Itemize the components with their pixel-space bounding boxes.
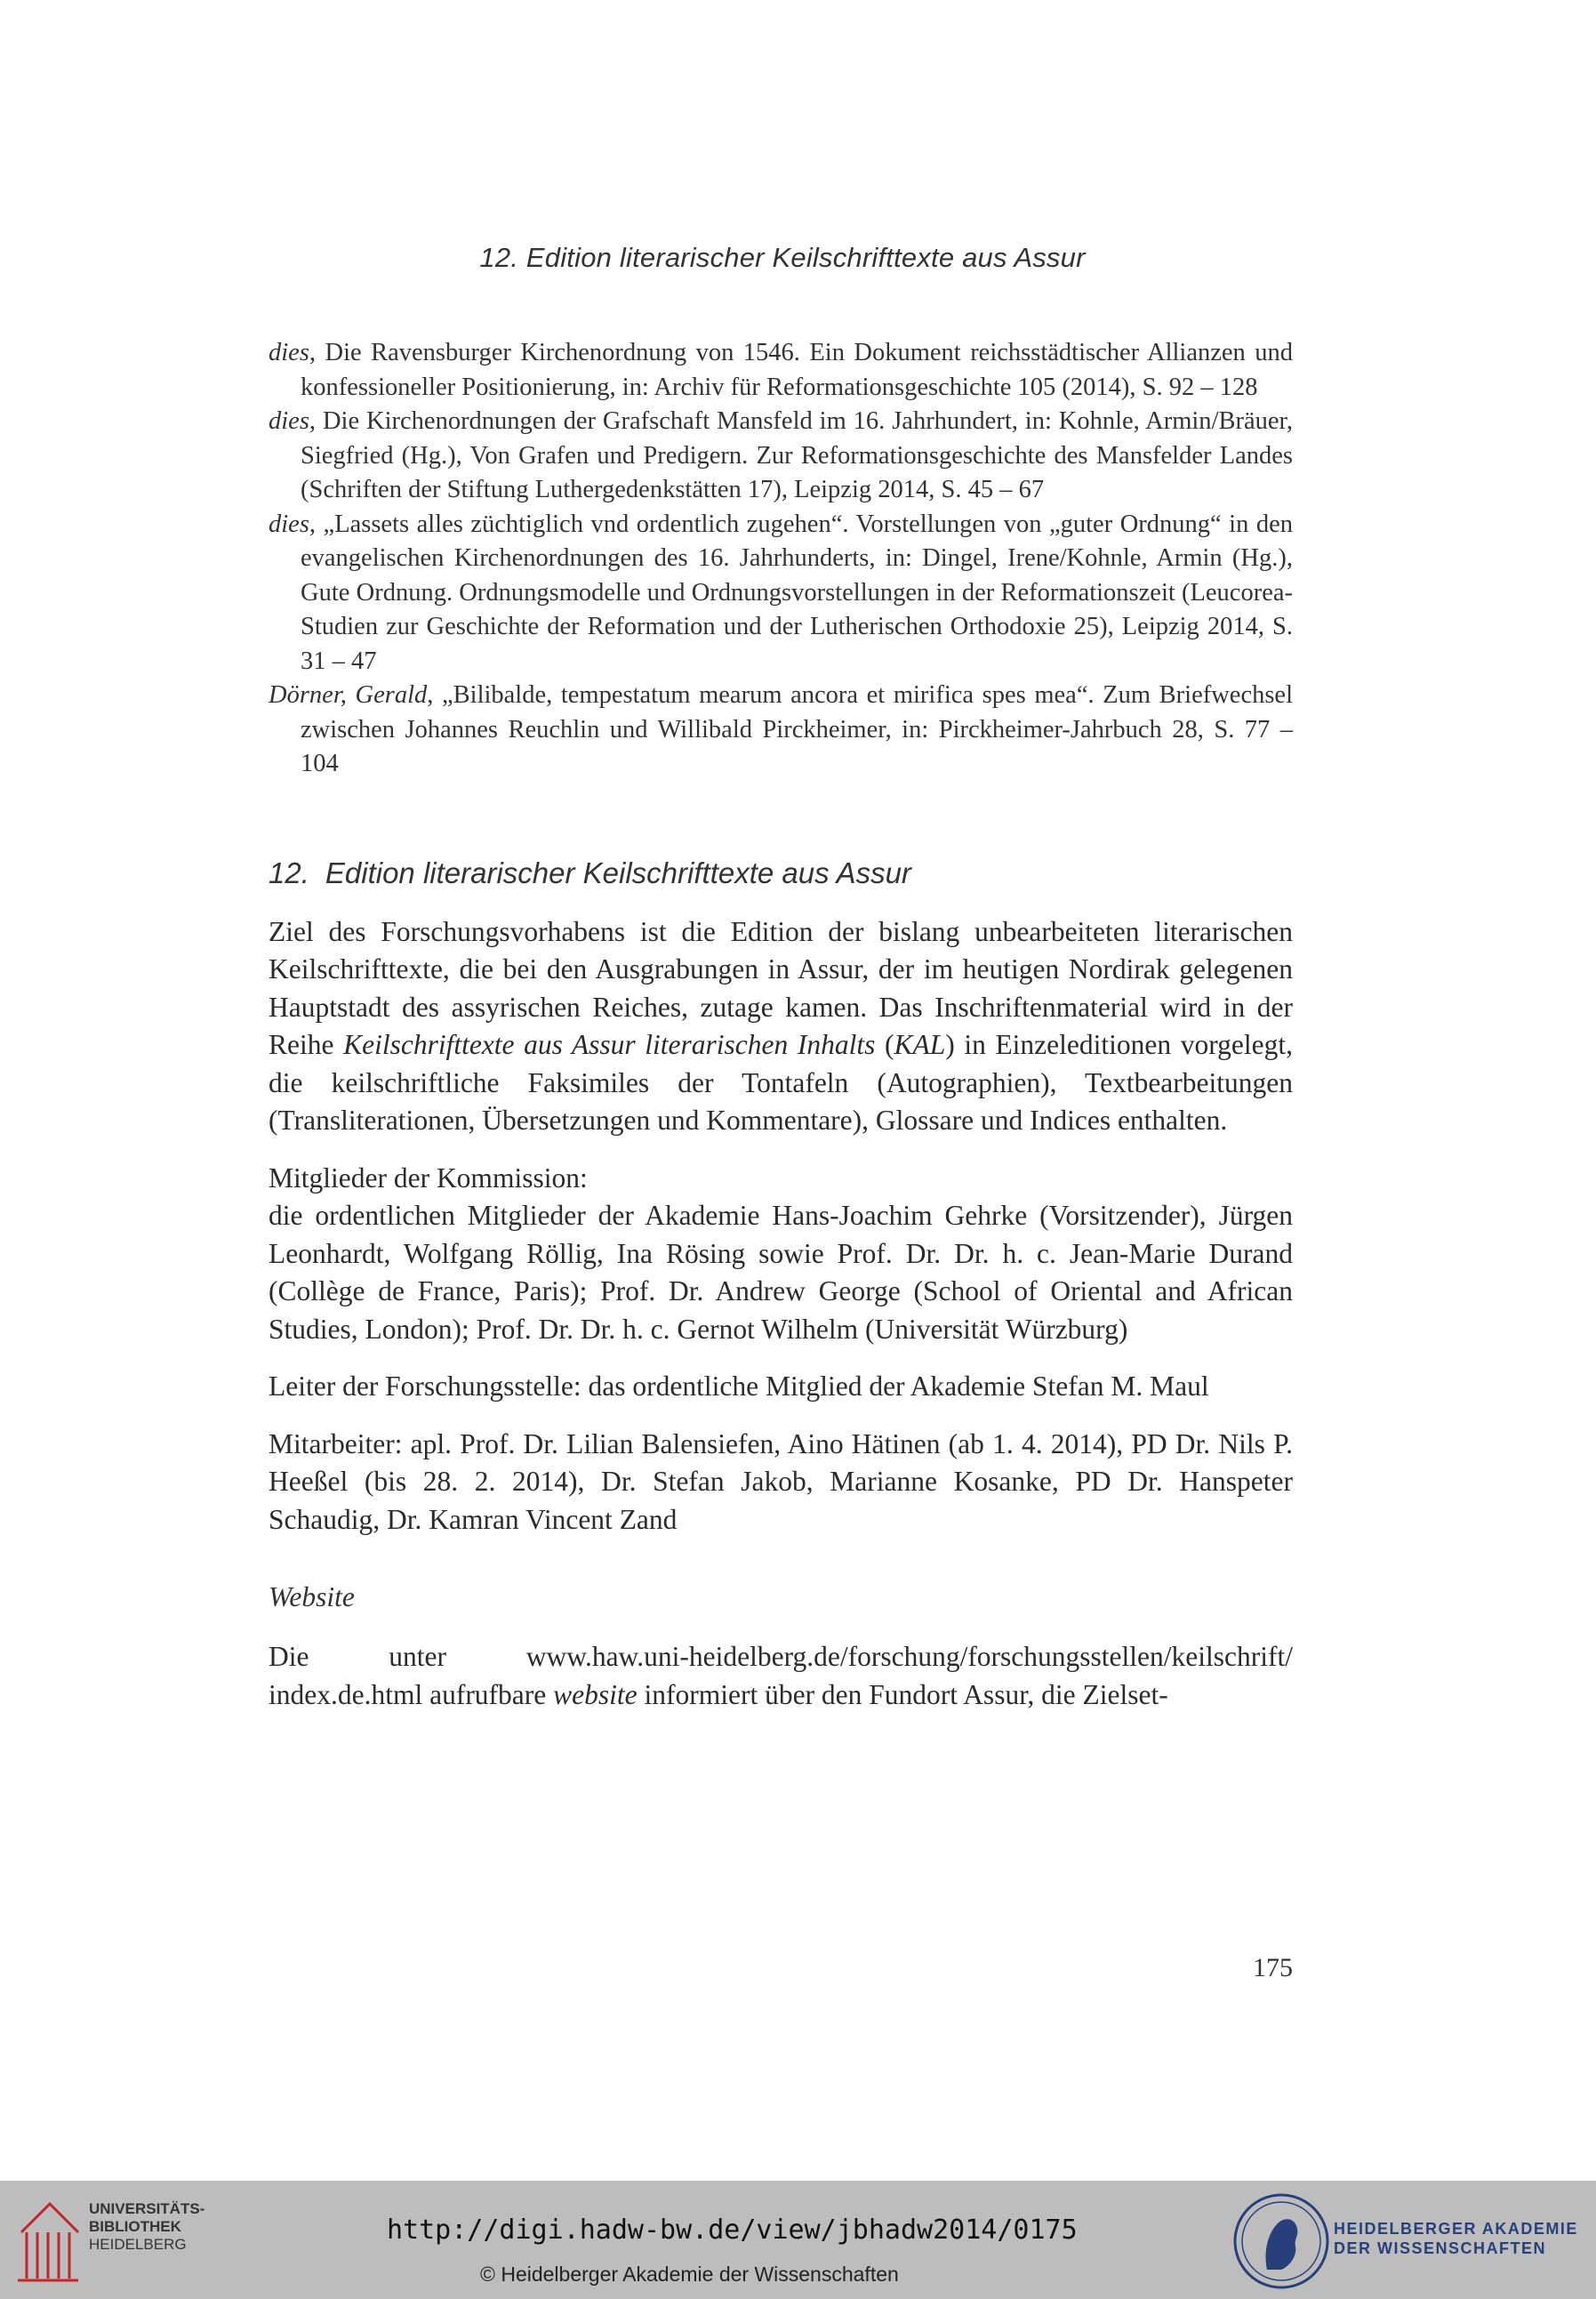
members-text: die ordentlichen Mitglieder der Akademie Hans-Joachim Gehrke (Vorsitzender), Jürgen Leonhardt, Wolfgang Röllig, Ina Rösing sowie Prof. Dr. Dr. h. c. Jean-Marie Durand (Collège de France, Paris); Prof. Dr. Andrew George (School of Oriental and African Studies, London); Prof. Dr. Dr. h. c. Gernot Wilhelm (Universität Würzburg): [269, 1200, 1293, 1345]
running-head: 12. Edition literarischer Keilschrifttexte aus Assur: [479, 242, 1086, 273]
academy-seal-icon[interactable]: [1231, 2191, 1331, 2291]
website-line: [269, 1638, 1293, 1676]
intro-text: Ziel des Forschungsvorhabens ist die Edition der bislang unbearbeiteten literarischen Keilschrifttexte, die bei den Ausgrabungen in Assur, der im heutigen Nordirak gelegenen Hauptstadt des assyrischen Reiches, zutage kamen. Das Inschriftenmaterial wird in der Reihe: [269, 915, 1293, 1060]
members-heading: Mitglieder der Kommission:: [269, 1162, 588, 1194]
website-url[interactable]: www.haw.uni-heidelberg.de/forschung/forschungsstellen/keilschrift/: [525, 1641, 1293, 1672]
website-text: informiert über den Fundort Assur, die Zielset-: [637, 1678, 1168, 1710]
copyright-notice: © Heidelberger Akademie der Wissenschaften: [480, 2263, 899, 2286]
leader-paragraph: Leiter der Forschungsstelle: das ordentliche Mitglied der Akademie Stefan M. Maul: [269, 1371, 1209, 1402]
website-word: Die: [269, 1641, 309, 1672]
section-title: Edition literarischer Keilschrifttexte aus Assur: [325, 856, 911, 889]
academy-line: DER WISSENSCHAFTEN: [1334, 2239, 1547, 2257]
bib-author: dies: [269, 510, 309, 538]
website-text-italic: website: [553, 1678, 638, 1710]
commission-members: [269, 1160, 1293, 1349]
bib-text: , Die Ravensburger Kirchenordnung von 1546. Ein Dokument reichsstädtischer Allianzen und konfessioneller Positionierung, in: Archiv für Reformationsgeschichte 105 (2014), S. 92 – 128: [301, 339, 1293, 401]
bib-text: , „Bilibalde, tempestatum mearum ancora et mirifica spes mea“. Zum Briefwechsel zwischen Johannes Reuchlin und Willibald Pirckheimer, in: Pirckheimer-Jahrbuch 28, S. 77 – 104: [301, 681, 1294, 777]
university-library-name: [89, 2200, 205, 2254]
footer-bar: [0, 2181, 1596, 2299]
bibliography-entry: [269, 679, 1293, 782]
bibliography-entry: [269, 405, 1293, 508]
page-number: 175: [1253, 1953, 1293, 1982]
website-text: index.de.html aufrufbare: [269, 1678, 554, 1710]
staff-paragraph: Mitarbeiter: apl. Prof. Dr. Lilian Balensiefen, Aino Hätinen (ab 1. 4. 2014), PD Dr. Nils P. Heeßel (bis 28. 2. 2014), Dr. Stefan Jakob, Marianne Kosanke, PD Dr. Hanspeter Schaudig, Dr. Kamran Vincent Zand: [269, 1427, 1293, 1535]
website-paragraph: [269, 1638, 1293, 1714]
bib-author: dies: [269, 407, 309, 435]
ub-line: UNIVERSITÄTS-: [89, 2200, 205, 2217]
academy-name: [1334, 2219, 1578, 2258]
section-number: 12.: [269, 856, 309, 889]
academy-line: HEIDELBERGER AKADEMIE: [1334, 2220, 1578, 2238]
section-heading: [269, 856, 1293, 890]
intro-paragraph: [269, 913, 1293, 1140]
series-title: Keilschrifttexte aus Assur literarischen Inhalts: [343, 1029, 876, 1060]
bibliography-list: [269, 336, 1293, 782]
website-heading: Website: [269, 1581, 355, 1612]
ub-emblem-icon: [18, 2204, 78, 2280]
intro-text: (: [875, 1029, 894, 1060]
ub-line: HEIDELBERG: [89, 2236, 187, 2253]
bib-author: dies: [269, 339, 309, 366]
intro-text: ) in Einzeleditionen vorgelegt, die keilschriftliche Faksimiles der Tontafeln (Autographien), Textbearbeitungen (Transliterationen, Übersetzungen und Kommentare), Glossare und Indices enthalten.: [269, 1029, 1293, 1136]
website-word: unter: [389, 1641, 446, 1672]
permalink-url[interactable]: http://digi.hadw-bw.de/view/jbhadw2014/0175: [387, 2215, 1078, 2246]
page-content: [269, 336, 1293, 1714]
bib-text: , „Lassets alles züchtiglich vnd ordentlich zugehen“. Vorstellungen von „guter Ordnung“ in den evangelischen Kirchenordnungen des 16. Jahrhunderts, in: Dingel, Irene/Kohnle, Armin (Hg.), Gute Ordnung. Ordnungsmodelle und Ordnungsvorstellungen in der Reformationszeit (Leucorea-Studien zur Geschichte der Reformation und der Lutherischen Orthodoxie 25), Leipzig 2014, S. 31 – 47: [301, 510, 1293, 675]
bibliography-entry: [269, 336, 1293, 405]
bib-text: , Die Kirchenordnungen der Grafschaft Mansfeld im 16. Jahrhundert, in: Kohnle, Armin/Bräuer, Siegfried (Hg.), Von Grafen und Predigern. Zur Reformationsgeschichte des Mansfelder Landes (Schriften der Stiftung Luthergedenkstätten 17), Leipzig 2014, S. 45 – 67: [301, 407, 1293, 503]
ub-line: BIBLIOTHEK: [89, 2218, 181, 2235]
bibliography-entry: [269, 508, 1293, 679]
bib-author: Dörner, Gerald: [269, 681, 428, 709]
website-line: [269, 1676, 1293, 1715]
series-abbreviation: KAL: [894, 1029, 946, 1060]
